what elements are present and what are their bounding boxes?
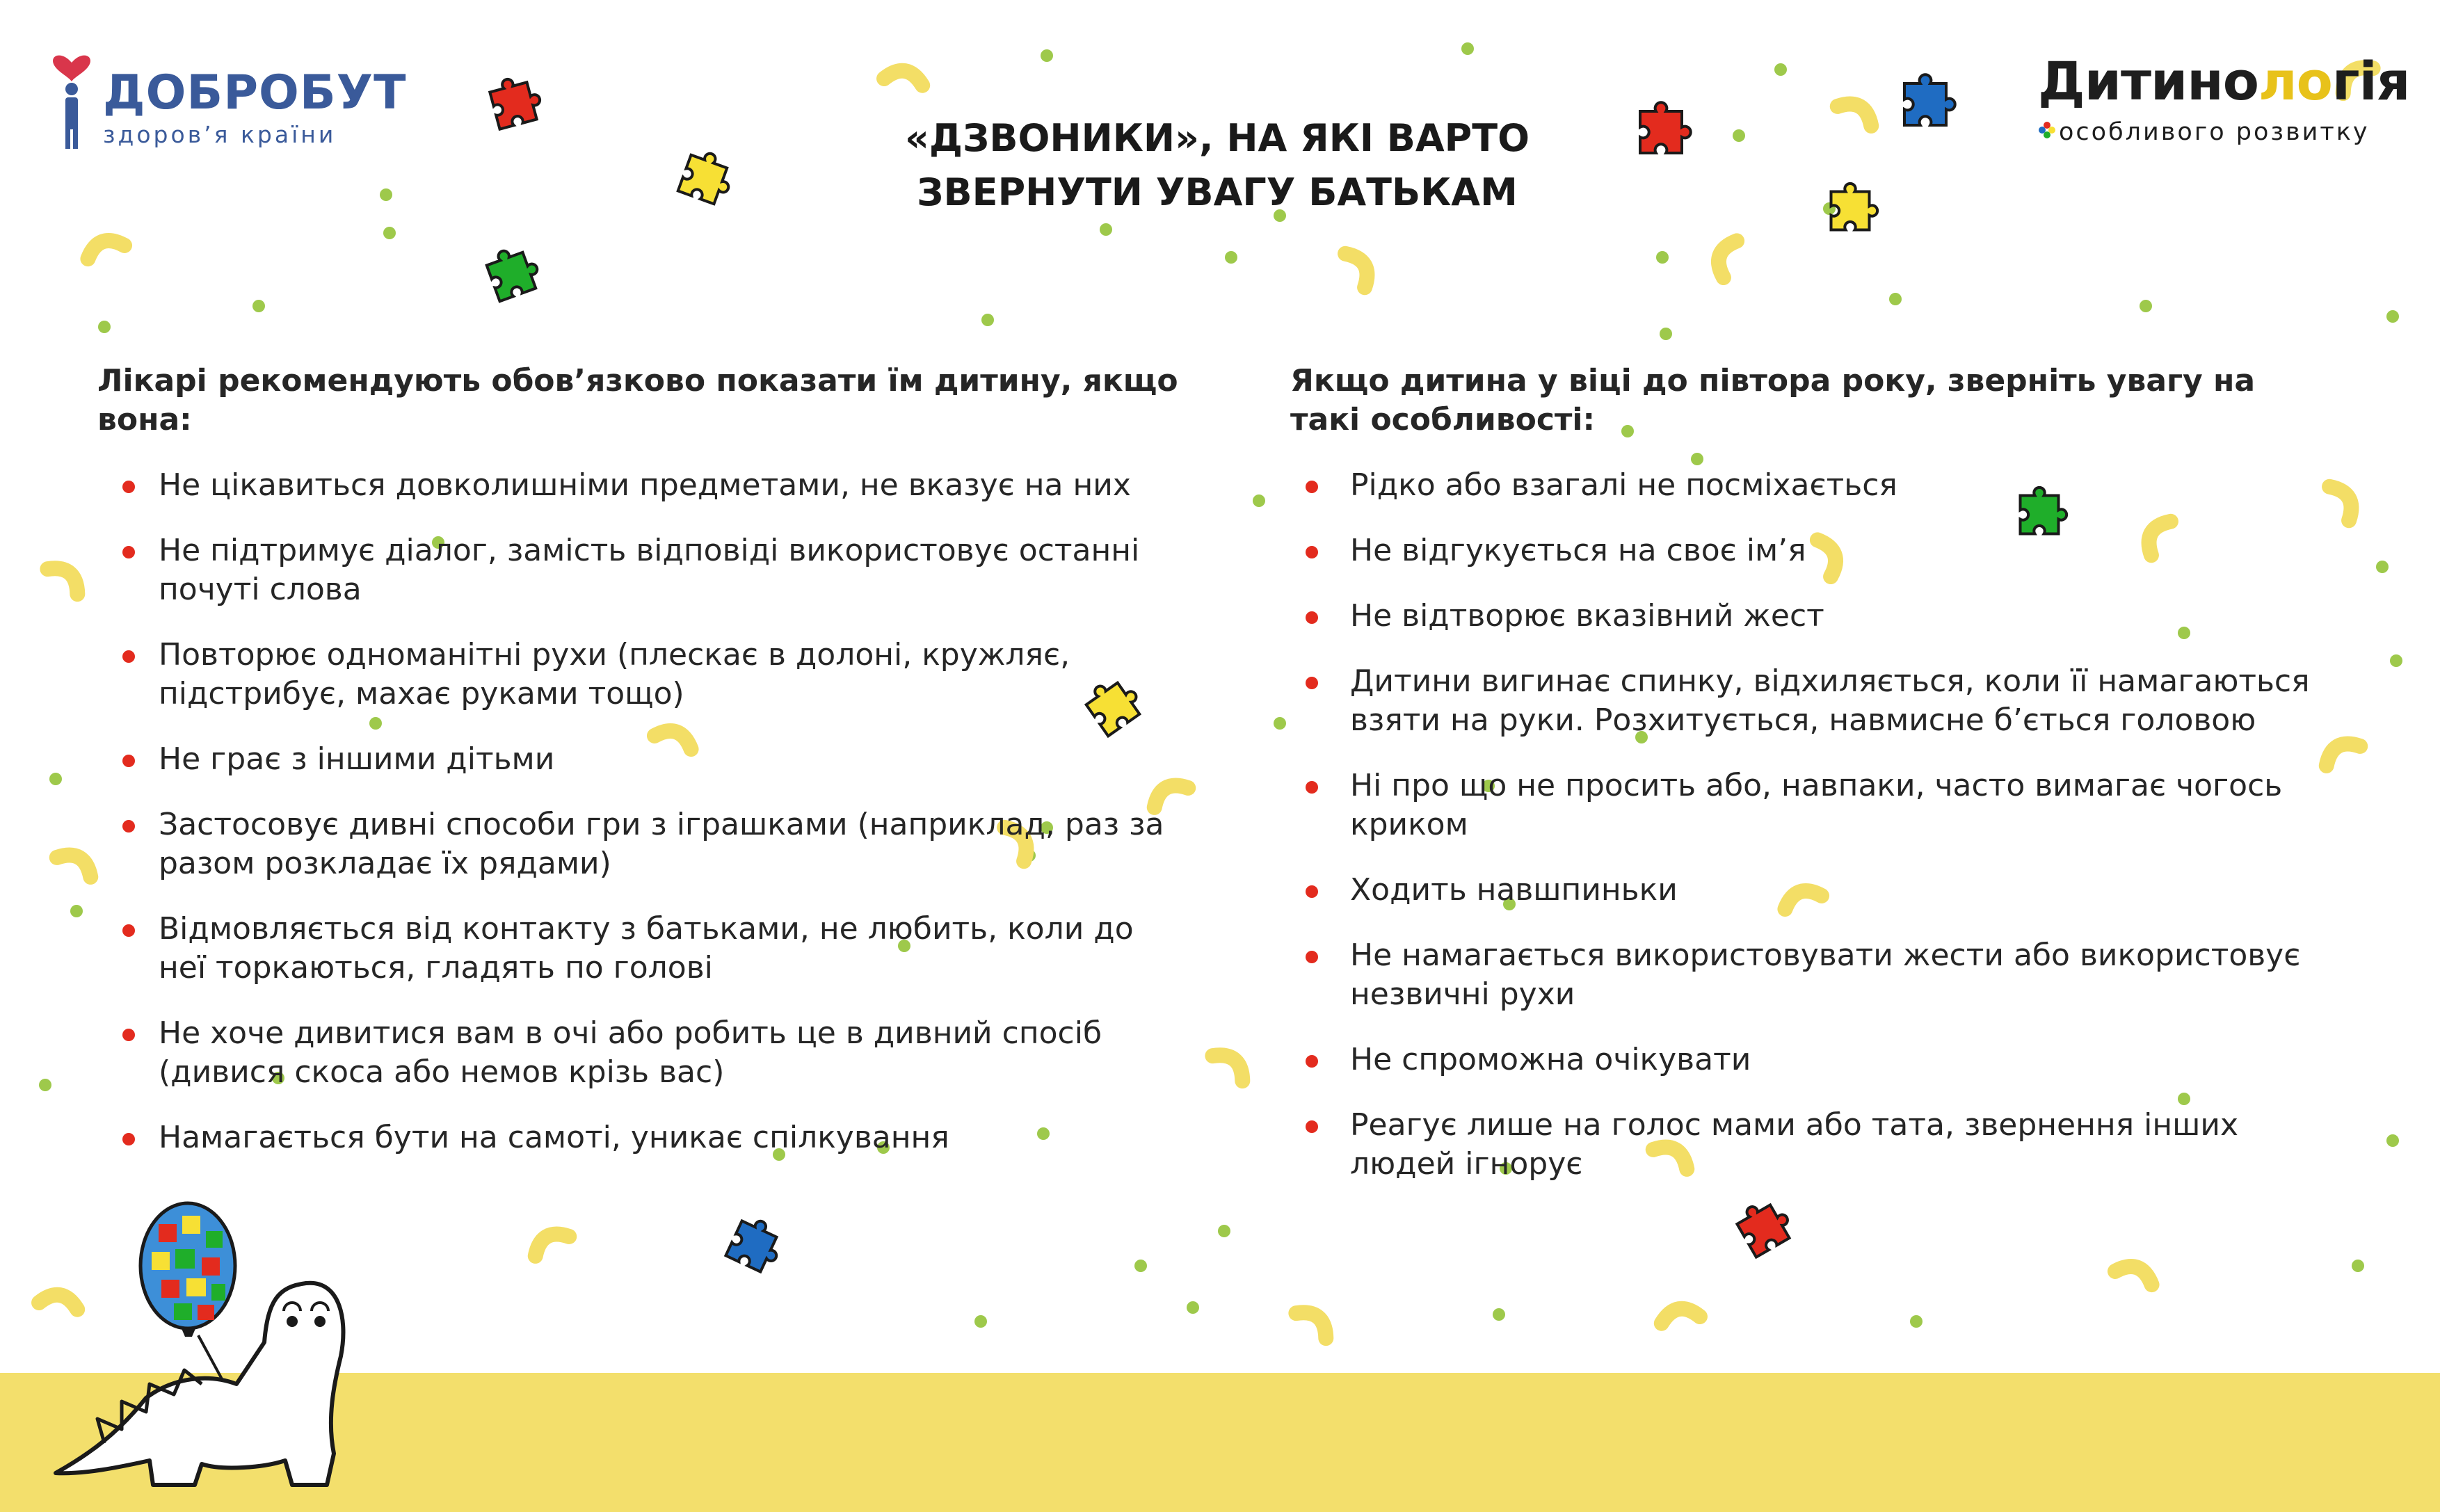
- right-column-heading: Якщо дитина у віці до півтора року, зверніть увагу на такі особливості:: [1290, 363, 2256, 437]
- list-item: [97, 1014, 1182, 1092]
- list-item-text: Не намагається використовувати жести або використовує незвичні рухи: [1350, 938, 2301, 1012]
- list-item-text: Не грає з іншими дітьми: [159, 741, 555, 777]
- list-item: [97, 910, 1182, 988]
- bullet-dot: [1306, 951, 1318, 963]
- list-item-text: Повторює одноманітні рухи (плескає в долоні, кружляє, підстрибує, махає руками тощо): [159, 637, 1070, 711]
- brand-right-name-main: Дитино: [2038, 50, 2258, 112]
- brand-right-name-highlight: ло: [2258, 50, 2332, 112]
- bullet-dot: [122, 755, 135, 767]
- list-item-text: Ходить навшпиньки: [1350, 872, 1678, 908]
- list-item: [97, 740, 1182, 779]
- left-list: [97, 466, 1182, 1157]
- bullet-dot: [1306, 546, 1318, 558]
- list-item-text: Відмовляється від контакту з батьками, не любить, коли до неї торкаються, гладять по голові: [159, 911, 1134, 986]
- list-item-text: Не відгукується на своє ім’я: [1350, 533, 1806, 568]
- bullet-dot: [122, 1133, 135, 1145]
- brand-right-tagline: особливого розвитку: [2059, 118, 2370, 146]
- list-item-text: Не хоче дивитися вам в очі або робить це в дивний спосіб (дивися скоса або немов крізь вас): [159, 1015, 1102, 1090]
- list-item: [1290, 531, 2334, 570]
- left-column: [97, 362, 1182, 1184]
- title-line-2: ЗВЕРНУТИ УВАГУ БАТЬКАМ: [917, 170, 1518, 214]
- bullet-dot: [1306, 677, 1318, 689]
- bullet-dot: [122, 1029, 135, 1041]
- list-item: [1290, 1040, 2334, 1079]
- bullet-dot: [1306, 611, 1318, 624]
- page-title: [821, 111, 1614, 220]
- list-item: [97, 636, 1182, 714]
- list-item-text: Не відтворює вказівний жест: [1350, 598, 1824, 634]
- title-line-1: «ДЗВОНИКИ», НА ЯКІ ВАРТО: [905, 116, 1530, 160]
- bullet-dot: [122, 650, 135, 663]
- list-item: [97, 805, 1182, 883]
- list-item: [1290, 466, 2334, 505]
- list-item: [1290, 766, 2334, 844]
- list-item-text: Реагує лише на голос мами або тата, звернення інших людей ігнорує: [1350, 1107, 2239, 1182]
- right-column: [1290, 362, 2334, 1210]
- bullet-dot: [122, 546, 135, 558]
- dobrobut-logo: [47, 43, 407, 161]
- list-item-text: Намагається бути на самоті, уникає спілкування: [159, 1120, 949, 1155]
- list-item: [1290, 597, 2334, 636]
- list-item-text: Не спроможна очікувати: [1350, 1042, 1751, 1077]
- right-list: [1290, 466, 2334, 1184]
- left-column-heading: Лікарі рекомендують обов’язково показати їм дитину, якщо вона:: [97, 363, 1178, 437]
- list-item-text: Застосовує дивні способи гри з іграшками (наприклад, раз за разом розкладає їх рядами): [159, 807, 1164, 881]
- list-item: [1290, 662, 2334, 740]
- bullet-dot: [122, 924, 135, 937]
- bullet-dot: [1306, 885, 1318, 898]
- brand-right-name: [2038, 50, 2409, 112]
- bullet-dot: [1306, 1120, 1318, 1133]
- brand-left-tagline: здоров’я країни: [103, 121, 337, 148]
- list-item: [1290, 936, 2334, 1014]
- bullet-dot: [1306, 781, 1318, 794]
- dytynologiia-logo: [2038, 50, 2410, 154]
- list-item: [97, 466, 1182, 505]
- list-item: [97, 1118, 1182, 1157]
- list-item-text: Не цікавиться довколишніми предметами, не вказує на них: [159, 467, 1131, 503]
- list-item: [1290, 1106, 2334, 1184]
- bullet-dot: [122, 481, 135, 493]
- bullet-dot: [1306, 481, 1318, 493]
- list-item-text: Не підтримує діалог, замість відповіді використовує останні почуті слова: [159, 533, 1140, 607]
- list-item: [1290, 871, 2334, 910]
- bullet-dot: [122, 820, 135, 833]
- logo-person-heart-icon: [47, 43, 96, 154]
- bullet-dot: [1306, 1055, 1318, 1068]
- list-item-text: Рідко або взагалі не посміхається: [1350, 467, 1897, 503]
- list-item-text: Ні про що не просить або, навпаки, часто вимагає чогось криком: [1350, 768, 2283, 842]
- brand-right-name-end: гія: [2331, 50, 2410, 112]
- flower-icon: [2038, 121, 2056, 139]
- list-item: [97, 531, 1182, 609]
- list-item-text: Дитини вигинає спинку, відхиляється, коли її намагаються взяти на руки. Розхитується, навмисне б’ється головою: [1350, 663, 2310, 738]
- brand-left-name: ДОБРОБУТ: [103, 65, 407, 120]
